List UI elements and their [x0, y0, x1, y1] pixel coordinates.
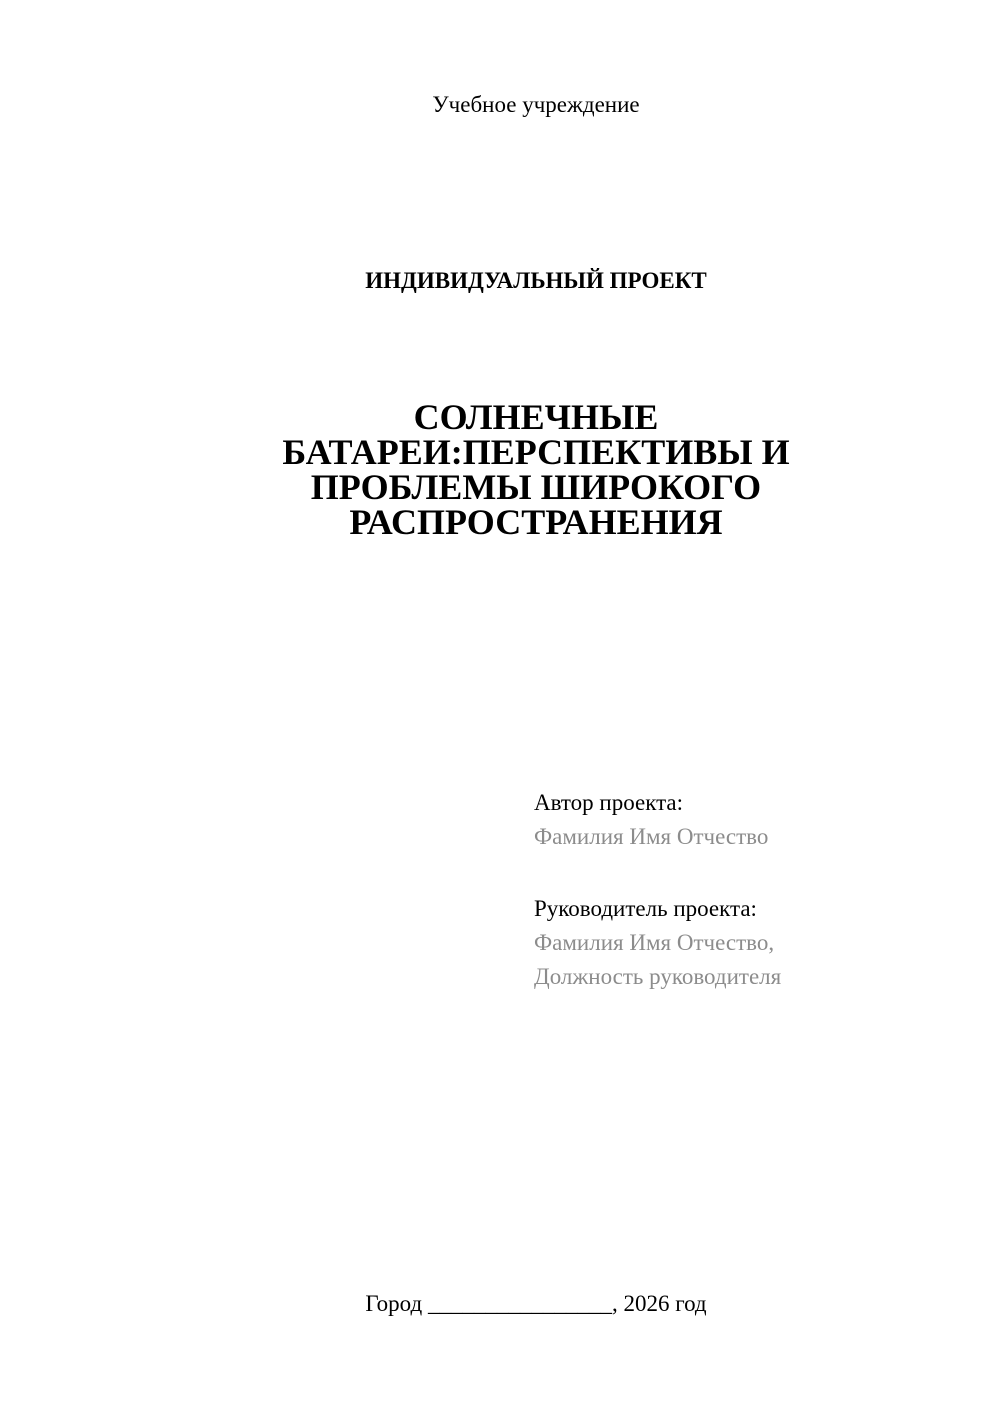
title-line: ПРОБЛЕМЫ ШИРОКОГО [310, 467, 762, 507]
institution-name: Учебное учреждение [432, 92, 640, 117]
title-line: РАСПРОСТРАНЕНИЯ [349, 502, 723, 542]
supervisor-position: Должность руководителя [534, 964, 782, 989]
supervisor-name: Фамилия Имя Отчество, [534, 930, 775, 955]
supervisor-block [534, 892, 781, 994]
city-year-footer: Город ________________, 2026 год [365, 1291, 707, 1316]
project-type-heading: ИНДИВИДУАЛЬНЫЙ ПРОЕКТ [365, 268, 707, 293]
author-block [534, 786, 768, 854]
project-title [0, 397, 1000, 542]
title-line: СОЛНЕЧНЫЕ [413, 397, 659, 437]
title-line: БАТАРЕИ:ПЕРСПЕКТИВЫ И [282, 432, 790, 472]
author-label: Автор проекта: [534, 790, 683, 815]
author-name: Фамилия Имя Отчество [534, 824, 769, 849]
supervisor-label: Руководитель проекта: [534, 896, 757, 921]
